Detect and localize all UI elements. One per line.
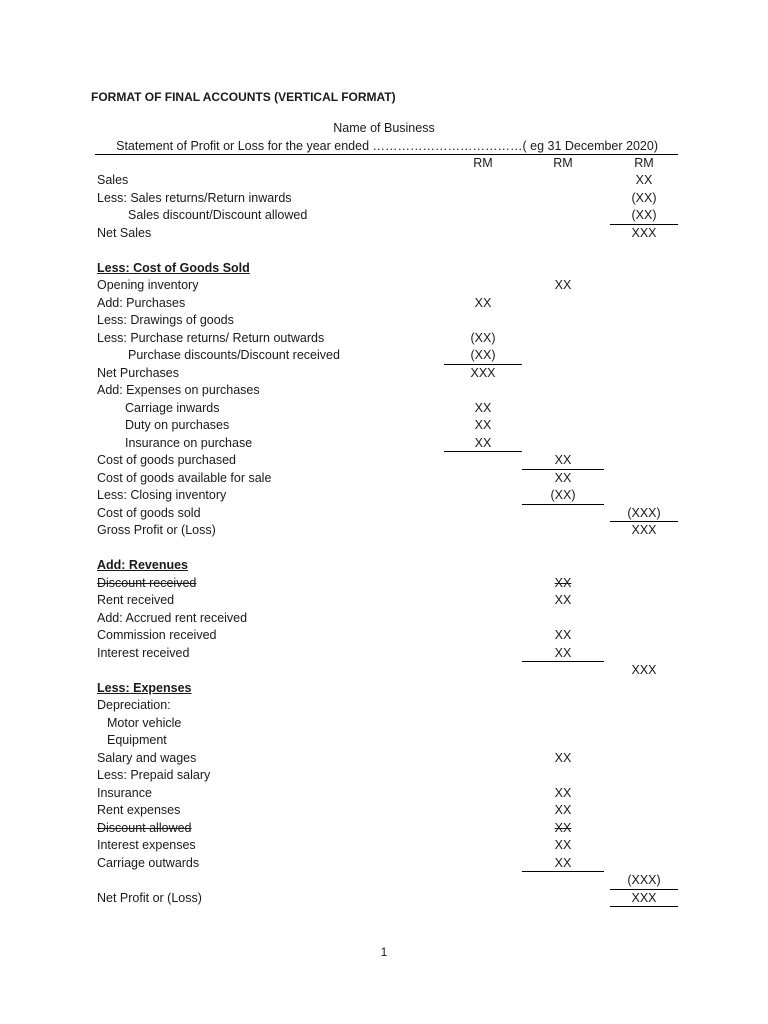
amount-col1: XX: [474, 400, 492, 415]
amount-col1: XX: [444, 435, 522, 453]
amount-col2: XX: [554, 785, 572, 800]
amount-col1: XX: [474, 295, 492, 310]
row-purchase-returns: [97, 330, 678, 348]
amount-col3: XXX: [631, 523, 657, 537]
row-opening-inventory: [97, 277, 678, 295]
row-label: Carriage outwards: [97, 855, 200, 870]
row-label: Cost of goods available for sale: [97, 470, 272, 485]
row-equipment: [97, 732, 678, 750]
row-label: Salary and wages: [97, 750, 197, 765]
row-interest-received: [97, 645, 678, 663]
row-label: Net Sales: [97, 225, 152, 240]
amount-col2: XX: [554, 803, 572, 817]
row-label: Interest received: [97, 645, 190, 660]
amount-col3: (XXX): [610, 505, 678, 523]
row-cost-of-goods-available: [97, 470, 678, 488]
row-cost-of-goods-sold: [97, 505, 678, 523]
row-label: Equipment: [107, 733, 167, 747]
row-label: Rent expenses: [97, 803, 181, 817]
row-label: Sales discount/Discount allowed: [128, 208, 308, 222]
amount-col3: XX: [635, 173, 653, 187]
row-motor-vehicle: [97, 715, 678, 733]
row-gross-profit: [97, 522, 678, 540]
column-header-row: [97, 155, 678, 173]
blank-row: [97, 242, 678, 260]
amount-col2: XX: [554, 838, 572, 852]
amount-col1: (XX): [444, 347, 522, 365]
row-sales-returns: [97, 190, 678, 208]
amount-col2: XX: [554, 820, 572, 835]
row-rent-received: [97, 592, 678, 610]
row-label: Insurance: [97, 785, 152, 800]
amount-col2: XX: [554, 628, 572, 642]
row-expenses-total: [97, 872, 678, 890]
document-title: FORMAT OF FINAL ACCOUNTS (VERTICAL FORMAT): [91, 90, 396, 104]
row-cost-of-goods-purchased: [97, 452, 678, 470]
row-label: Less: Closing inventory: [97, 488, 227, 502]
row-purchases: [97, 295, 678, 313]
row-salary-and-wages: [97, 750, 678, 768]
amount-col2: XX: [554, 278, 572, 292]
row-net-profit: [97, 890, 678, 908]
amount-col2: XX: [522, 855, 604, 873]
row-revenues-total: [97, 662, 678, 680]
row-label: Add: Purchases: [97, 295, 186, 310]
row-label: Cost of goods purchased: [97, 453, 236, 467]
row-label: Less: Purchase returns/ Return outwards: [97, 330, 325, 345]
profit-loss-table: [97, 155, 678, 908]
row-insurance: [97, 785, 678, 803]
row-discount-received: [97, 575, 678, 593]
row-label: Gross Profit or (Loss): [97, 523, 216, 537]
row-drawings-of-goods: [97, 312, 678, 330]
amount-col2: XX: [554, 750, 572, 765]
row-label: Carriage inwards: [125, 400, 220, 415]
row-label: Cost of goods sold: [97, 505, 201, 520]
amount-col3: XXX: [631, 663, 657, 677]
amount-col3: XXX: [631, 225, 657, 240]
amount-col3: XXX: [610, 890, 678, 908]
row-depreciation: [97, 697, 678, 715]
row-net-sales: [97, 225, 678, 243]
row-label: Discount allowed: [97, 820, 192, 835]
statement-heading: Statement of Profit or Loss for the year ended ………………………………( eg 31 December 2020): [95, 138, 678, 155]
amount-col2: XX: [554, 593, 572, 607]
row-label: Less: Prepaid salary: [97, 768, 211, 782]
row-label: Opening inventory: [97, 278, 199, 292]
row-label: Motor vehicle: [107, 715, 182, 730]
row-insurance-on-purchase: [97, 435, 678, 453]
row-expenses-on-purchases: [97, 382, 678, 400]
amount-col3: (XX): [631, 190, 657, 205]
section-heading-revenues: [97, 557, 678, 575]
amount-col1: XX: [474, 418, 492, 432]
column-header-rm-3: RM: [634, 155, 654, 170]
amount-col2: (XX): [522, 487, 604, 505]
column-header-rm-2: RM: [553, 155, 573, 170]
blank-row: [97, 540, 678, 558]
row-label: Less: Drawings of goods: [97, 313, 234, 327]
row-accrued-rent-received: [97, 610, 678, 628]
row-label: Depreciation:: [97, 698, 171, 712]
row-net-purchases: [97, 365, 678, 383]
amount-col1: XXX: [470, 365, 496, 380]
section-heading: Add: Revenues: [97, 558, 188, 572]
section-heading: Less: Cost of Goods Sold: [97, 260, 250, 275]
row-duty-on-purchases: [97, 417, 678, 435]
amount-col1: (XX): [470, 330, 496, 345]
row-closing-inventory: [97, 487, 678, 505]
row-label: Purchase discounts/Discount received: [128, 348, 340, 362]
amount-col2: XX: [522, 645, 604, 663]
section-heading-cogs: [97, 260, 678, 278]
row-label: Net Profit or (Loss): [97, 890, 202, 905]
row-rent-expenses: [97, 802, 678, 820]
page-number: 1: [380, 945, 388, 959]
row-discount-allowed: [97, 820, 678, 838]
row-label: Rent received: [97, 593, 175, 607]
row-prepaid-salary: [97, 767, 678, 785]
row-carriage-inwards: [97, 400, 678, 418]
row-label: Less: Sales returns/Return inwards: [97, 190, 292, 205]
business-name: Name of Business: [333, 121, 435, 135]
row-interest-expenses: [97, 837, 678, 855]
row-carriage-outwards: [97, 855, 678, 873]
row-sales-discount: [97, 207, 678, 225]
amount-col2: XX: [554, 470, 572, 485]
row-label: Insurance on purchase: [125, 435, 253, 450]
row-label: Duty on purchases: [125, 418, 230, 432]
row-label: Discount received: [97, 575, 197, 590]
amount-col2: XX: [522, 452, 604, 470]
row-label: Sales: [97, 173, 129, 187]
row-label: Interest expenses: [97, 838, 196, 852]
row-label: Commission received: [97, 628, 217, 642]
row-purchase-discounts: [97, 347, 678, 365]
amount-col2: XX: [554, 575, 572, 590]
amount-col3: (XXX): [610, 872, 678, 890]
row-label: Add: Expenses on purchases: [97, 383, 260, 397]
section-heading: Less: Expenses: [97, 680, 192, 695]
amount-col3: (XX): [610, 207, 678, 225]
column-header-rm-1: RM: [473, 155, 493, 170]
row-label: Net Purchases: [97, 365, 179, 380]
row-sales: [97, 172, 678, 190]
row-label: Add: Accrued rent received: [97, 610, 248, 625]
row-commission-received: [97, 627, 678, 645]
section-heading-expenses: [97, 680, 678, 698]
